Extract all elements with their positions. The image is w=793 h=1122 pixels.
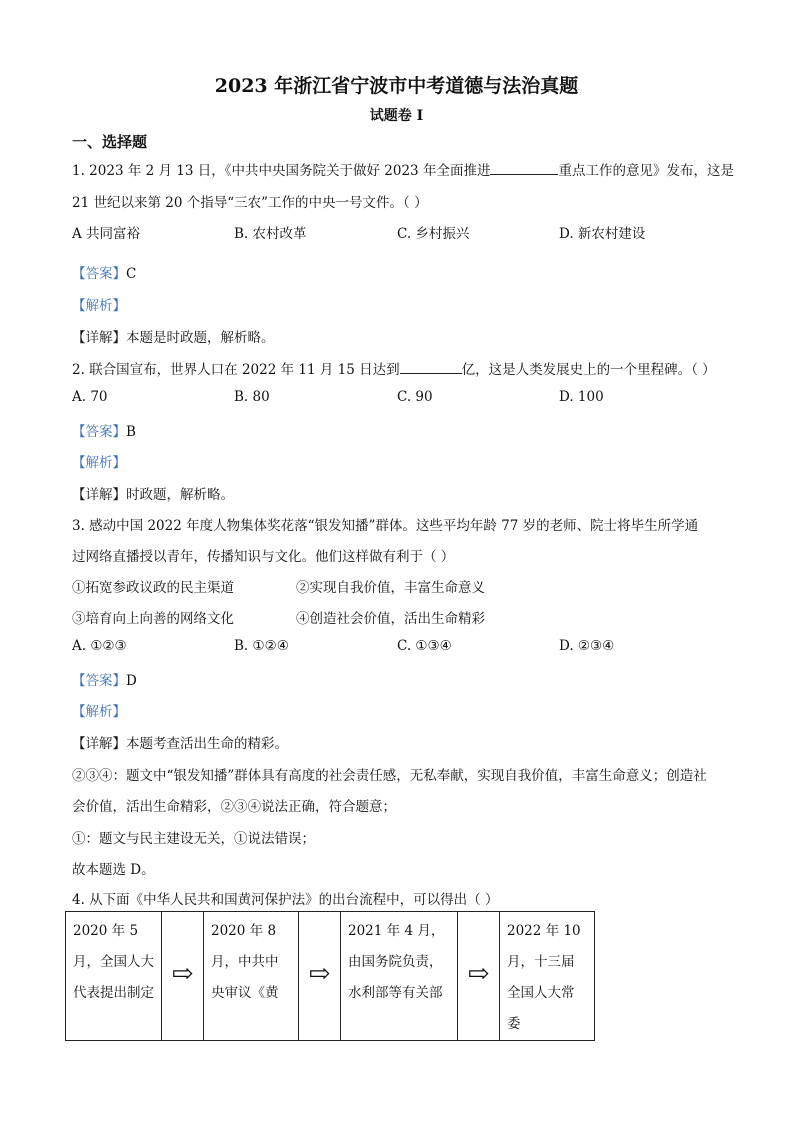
q2-detail — [72, 483, 234, 503]
q3-explanation-line4: 故本题选 D。 — [72, 862, 155, 878]
detail-text: 时政题，解析略。 — [126, 487, 234, 503]
flow-step-2 — [204, 912, 299, 1041]
detail-tag: 【详解】 — [72, 736, 126, 752]
q2-stem-line1 — [72, 358, 716, 378]
detail-text: 本题是时政题，解析略。 — [126, 330, 275, 346]
flow-step-4-text: 2022 年 10 月，十三届全国人大常委 — [507, 923, 581, 1032]
answer-tag: 【答案】 — [72, 424, 126, 440]
q2-option-b: B. 80 — [234, 389, 270, 405]
arrow-right-icon: ⇨ — [171, 958, 194, 989]
flow-arrow-3 — [458, 912, 500, 1041]
q4-stem-line1: 4. 从下面《中华人民共和国黄河保护法》的出台流程中，可以得出（ ） — [72, 892, 499, 908]
q3-statement-4: ④创造社会价值，活出生命精彩 — [296, 611, 485, 627]
arrow-right-icon: ⇨ — [308, 958, 331, 989]
q3-option-d: D. ②③④ — [559, 638, 615, 654]
answer-tag: 【答案】 — [72, 266, 126, 282]
q3-option-a: A. ①②③ — [72, 638, 127, 654]
flow-arrow-1 — [162, 912, 204, 1041]
q1-option-c: C. 乡村振兴 — [397, 226, 470, 242]
q3-explanation-line3: ①：题文与民主建设无关，①说法错误； — [72, 831, 315, 847]
q3-stem-line2: 过网络直播授以青年，传播知识与文化。他们这样做有利于（ ） — [72, 549, 455, 565]
q3-option-b: B. ①②④ — [234, 638, 289, 654]
q3-statement-2: ②实现自我价值，丰富生命意义 — [296, 580, 485, 596]
q3-statement-3: ③培育向上向善的网络文化 — [72, 611, 234, 627]
q3-detail — [72, 732, 288, 752]
q3-statement-1: ①拓宽参政议政的民主渠道 — [72, 580, 234, 596]
q3-stem-line1: 3. 感动中国 2022 年度人物集体奖花落“银发知播”群体。这些平均年龄 77 岁的老师、院士将毕生所学通 — [72, 518, 699, 534]
q1-option-b: B. 农村改革 — [234, 226, 307, 242]
q3-answer — [72, 669, 137, 689]
flow-step-4 — [500, 912, 595, 1041]
flow-step-2-text: 2020 年 8 月，中共中央审议《黄 — [211, 923, 279, 1001]
page-title: 2023 年浙江省宁波市中考道德与法治真题 — [214, 75, 579, 97]
q1-option-a: A 共同富裕 — [72, 226, 141, 242]
page-subtitle: 试题卷 I — [369, 108, 424, 124]
flow-arrow-2 — [299, 912, 341, 1041]
q3-explanation-line2: 会价值，活出生命精彩，②③④说法正确，符合题意； — [72, 799, 396, 815]
answer-value: D — [126, 673, 137, 689]
q1-answer — [72, 262, 136, 282]
q1-stem-line1 — [72, 159, 734, 179]
q3-analysis-tag: 【解析】 — [72, 704, 126, 720]
detail-tag: 【详解】 — [72, 487, 126, 503]
section-heading: 一、选择题 — [72, 133, 148, 151]
flow-step-1 — [66, 912, 162, 1041]
flow-step-1-text: 2020 年 5 月，全国人大代表提出制定 — [73, 923, 154, 1001]
q2-answer — [72, 420, 136, 440]
flow-step-3-text: 2021 年 4 月，由国务院负责，水利部等有关部 — [348, 923, 445, 1001]
q1-stem-text-after: 重点工作的意见》发布，这是 — [558, 163, 734, 179]
q1-stem-line2: 21 世纪以来第 20 个指导“三农”工作的中央一号文件。（ ） — [72, 195, 428, 211]
q3-option-c: C. ①③④ — [397, 638, 452, 654]
q1-stem-text: 1. 2023 年 2 月 13 日，《中共中央国务院关于做好 2023 年全面推进 — [72, 163, 491, 179]
q2-blank — [400, 361, 462, 374]
q2-option-a: A. 70 — [72, 389, 108, 405]
q2-stem-text: 2. 联合国宣布，世界人口在 2022 年 11 月 15 日达到 — [72, 362, 400, 378]
arrow-right-icon: ⇨ — [467, 958, 490, 989]
q4-flow-table — [65, 911, 595, 1041]
q3-explanation-line1: ②③④：题文中“银发知播”群体具有高度的社会责任感，无私奉献，实现自我价值，丰富生命意义；创造社 — [72, 768, 707, 784]
q1-option-d: D. 新农村建设 — [559, 226, 646, 242]
detail-tag: 【详解】 — [72, 330, 126, 346]
q1-detail — [72, 326, 275, 346]
q2-analysis-tag: 【解析】 — [72, 455, 126, 471]
q2-option-c: C. 90 — [397, 389, 433, 405]
q1-blank — [490, 162, 558, 175]
detail-text: 本题考查活出生命的精彩。 — [126, 736, 288, 752]
answer-tag: 【答案】 — [72, 673, 126, 689]
answer-value: C — [126, 266, 137, 282]
answer-value: B — [126, 424, 136, 440]
q1-analysis-tag: 【解析】 — [72, 298, 126, 314]
q2-stem-text-after: 亿，这是人类发展史上的一个里程碑。（ ） — [461, 362, 716, 378]
q2-option-d: D. 100 — [559, 389, 604, 405]
flow-step-3 — [341, 912, 458, 1041]
